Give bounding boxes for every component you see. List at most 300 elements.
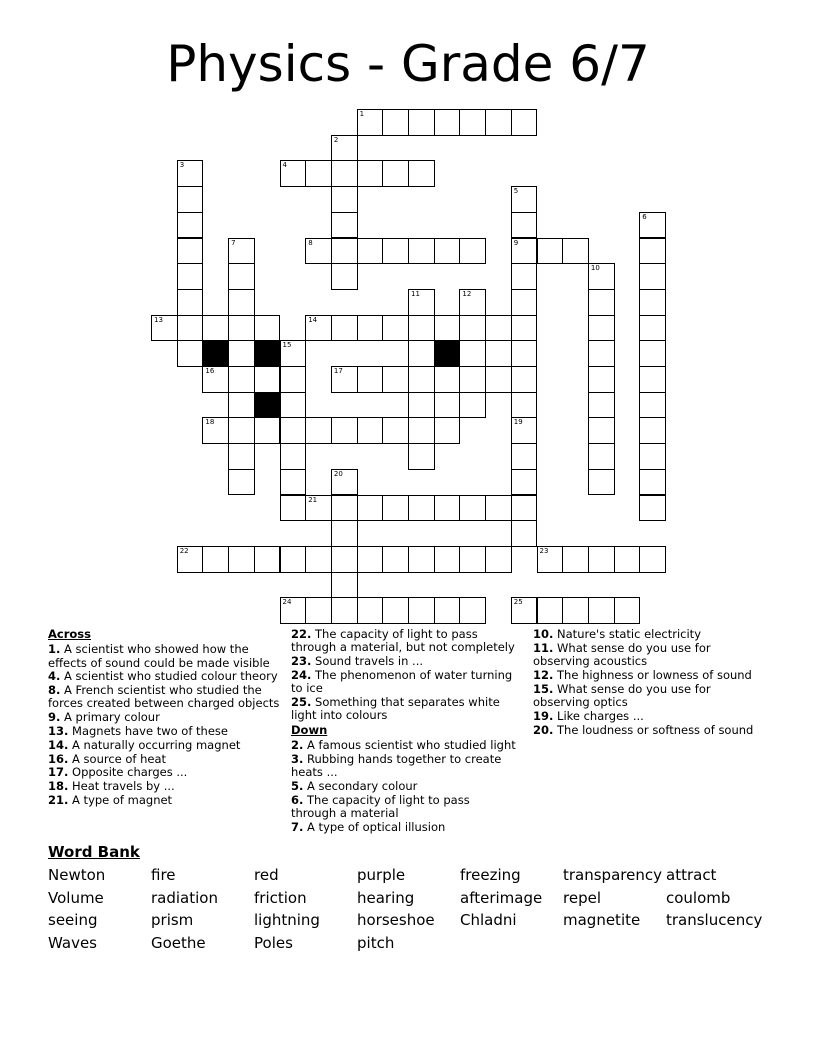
cell-number: 15 [282, 341, 292, 350]
clue-number: 1. [48, 642, 61, 657]
clue-number: 17. [48, 765, 69, 780]
cell-number: 7 [231, 238, 236, 247]
grid-cell[interactable] [228, 546, 255, 573]
clue-number: 9. [48, 710, 61, 725]
grid-cell[interactable] [511, 315, 538, 342]
grid-cell[interactable] [331, 469, 358, 496]
grid-cell[interactable] [177, 546, 204, 573]
clue-item [291, 821, 516, 834]
grid-cell[interactable] [408, 160, 435, 187]
cell-number: 8 [308, 238, 313, 247]
grid-cell[interactable] [254, 546, 281, 573]
cell-number: 13 [154, 315, 163, 324]
grid-cell[interactable] [459, 392, 486, 419]
clue-text: The capacity of light to pass through a material [291, 792, 470, 820]
grid-cell[interactable] [331, 597, 358, 624]
grid-cell[interactable] [280, 392, 307, 419]
grid-cell[interactable] [434, 597, 461, 624]
grid-cell[interactable] [228, 469, 255, 496]
grid-cell[interactable] [639, 263, 666, 290]
clue-text: What sense do you use for observing acoustics [533, 640, 711, 669]
clue-text: Something that separates white light into colours [291, 694, 500, 723]
clue-text: A famous scientist who studied light [307, 737, 516, 752]
grid-cell[interactable] [357, 238, 384, 265]
clue-number: 8. [48, 683, 61, 698]
grid-cell[interactable] [511, 366, 538, 393]
grid-cell[interactable] [228, 417, 255, 444]
grid-cell[interactable] [537, 597, 564, 624]
cell-number: 9 [513, 238, 519, 247]
grid-cell[interactable] [280, 597, 307, 624]
clue-number: 18. [48, 779, 69, 794]
grid-cell[interactable] [331, 417, 358, 444]
cell-number: 6 [642, 212, 647, 221]
grid-cell[interactable] [357, 160, 384, 187]
word-bank-item: Volume [48, 888, 104, 907]
word-bank-item: Poles [254, 934, 293, 953]
grid-cell[interactable] [202, 417, 229, 444]
cell-number: 4 [282, 161, 287, 170]
word-bank-item: friction [254, 888, 307, 907]
clue-item [48, 684, 282, 711]
grid-cell[interactable] [434, 546, 461, 573]
grid-cell[interactable] [434, 109, 461, 136]
clue-number: 5. [291, 778, 304, 793]
grid-cell[interactable] [382, 366, 409, 393]
clue-item [291, 696, 516, 723]
grid-cell[interactable] [408, 392, 435, 419]
word-bank-item: freezing [460, 866, 521, 884]
word-bank-item: lightning [254, 911, 320, 930]
down-heading: Down [291, 722, 328, 737]
clue-item [291, 739, 516, 752]
word-bank-title: Word Bank [48, 843, 140, 861]
grid-cell[interactable] [382, 495, 409, 522]
clue-text: A type of optical illusion [307, 819, 446, 834]
grid-cell[interactable] [408, 366, 435, 393]
down-clue-list [291, 739, 516, 834]
grid-cell[interactable] [511, 263, 538, 290]
clue-item [291, 655, 516, 668]
grid-cell[interactable] [331, 263, 358, 290]
grid-cell[interactable] [331, 186, 358, 213]
grid-cell[interactable] [485, 366, 512, 393]
grid-cell[interactable] [331, 366, 358, 393]
clue-number: 23. [291, 654, 312, 669]
grid-cell[interactable] [639, 417, 666, 444]
word-bank-item: Waves [48, 934, 97, 953]
page-title: Physics - Grade 6/7 [166, 35, 650, 93]
grid-cell[interactable] [459, 109, 486, 136]
grid-cell[interactable] [511, 109, 538, 136]
grid-cell[interactable] [357, 546, 384, 573]
grid-cell[interactable] [408, 443, 435, 470]
clue-text: A source of heat [72, 751, 167, 766]
across-clue-list-continued [291, 628, 516, 723]
clue-item [48, 766, 282, 779]
cell-number: 23 [539, 546, 549, 555]
grid-cell[interactable] [331, 135, 358, 162]
clue-text: A secondary colour [307, 778, 418, 793]
grid-cell[interactable] [511, 469, 538, 496]
grid-cell[interactable] [459, 340, 486, 367]
clue-number: 3. [291, 751, 304, 766]
grid-cell[interactable] [382, 597, 409, 624]
clue-item [533, 724, 761, 737]
word-bank-item: attract [666, 866, 717, 884]
grid-cell[interactable] [280, 340, 307, 367]
grid-cell[interactable] [511, 597, 538, 624]
grid-cell[interactable] [434, 366, 461, 393]
grid-cell[interactable] [459, 238, 486, 265]
grid-cell[interactable] [588, 289, 615, 316]
clue-text: The highness or lowness of sound [557, 667, 752, 682]
clue-number: 11. [533, 640, 554, 655]
clue-item [291, 669, 516, 696]
clue-item [291, 628, 516, 655]
word-bank-item: seeing [48, 911, 98, 930]
grid-cell[interactable] [511, 417, 538, 444]
grid-cell[interactable] [588, 546, 615, 573]
word-bank-item: Chladni [460, 911, 517, 930]
grid-cell[interactable] [408, 289, 435, 316]
clue-text: A type of magnet [72, 793, 173, 808]
grid-cell[interactable] [331, 495, 358, 522]
clue-text: Like charges ... [557, 708, 644, 723]
clue-item [48, 780, 282, 793]
clue-item [291, 780, 516, 793]
cell-number: 20 [333, 469, 343, 478]
grid-cell[interactable] [177, 238, 204, 265]
grid-cell[interactable] [228, 289, 255, 316]
cell-number: 5 [513, 187, 519, 196]
clue-number: 4. [48, 669, 61, 684]
grid-cell[interactable] [537, 238, 564, 265]
grid-cell[interactable] [459, 546, 486, 573]
grid-cell[interactable] [408, 546, 435, 573]
word-bank-item: prism [151, 911, 194, 930]
grid-cell[interactable] [177, 315, 204, 342]
clue-text: Opposite charges ... [72, 765, 188, 780]
grid-cell[interactable] [331, 160, 358, 187]
clue-text: The capacity of light to pass through a material, but not completely [291, 627, 515, 655]
word-bank-item: fire [151, 866, 176, 884]
grid-cell[interactable] [331, 315, 358, 342]
word-bank-item: red [254, 866, 279, 884]
grid-cell[interactable] [305, 495, 332, 522]
grid-cell[interactable] [280, 443, 307, 470]
clue-number: 20. [533, 722, 554, 737]
grid-cell[interactable] [408, 315, 435, 342]
grid-cell[interactable] [177, 186, 204, 213]
grid-cell[interactable] [357, 495, 384, 522]
clue-item [48, 643, 282, 670]
grid-cell[interactable] [280, 160, 307, 187]
grid-cell[interactable] [459, 289, 486, 316]
grid-cell[interactable] [280, 469, 307, 496]
grid-cell[interactable] [331, 212, 358, 239]
grid-cell[interactable] [228, 366, 255, 393]
grid-cell[interactable] [434, 238, 461, 265]
grid-cell[interactable] [331, 572, 358, 599]
word-bank-item: coulomb [666, 888, 731, 907]
grid-cell[interactable] [331, 520, 358, 547]
clue-text: What sense do you use for observing optics [533, 681, 711, 709]
clue-number: 6. [291, 792, 304, 807]
clue-text: A primary colour [64, 710, 160, 725]
grid-cell[interactable] [614, 546, 641, 573]
clue-text: Sound travels in ... [315, 654, 424, 669]
clue-number: 19. [533, 708, 554, 723]
grid-cell[interactable] [382, 109, 409, 136]
cell-number: 24 [282, 598, 292, 607]
grid-cell[interactable] [382, 238, 409, 265]
grid-cell[interactable] [459, 315, 486, 342]
grid-cell[interactable] [305, 160, 332, 187]
grid-cell[interactable] [357, 417, 384, 444]
grid-cell[interactable] [434, 417, 461, 444]
word-bank-item: transparency [563, 866, 662, 884]
grid-cell[interactable] [305, 315, 332, 342]
cell-number: 21 [308, 495, 318, 504]
grid-cell[interactable] [228, 263, 255, 290]
grid-cell[interactable] [511, 289, 538, 316]
clue-number: 16. [48, 751, 69, 766]
grid-cell[interactable] [511, 495, 538, 522]
grid-cell[interactable] [357, 109, 384, 136]
grid-cell[interactable] [382, 417, 409, 444]
grid-cell[interactable] [228, 340, 255, 367]
grid-cell[interactable] [202, 546, 229, 573]
down-clue-list-continued [533, 628, 761, 737]
grid-cell[interactable] [331, 238, 358, 265]
clue-number: 15. [533, 681, 554, 696]
grid-cell[interactable] [382, 546, 409, 573]
word-bank-item: Goethe [151, 934, 206, 953]
grid-block [254, 340, 281, 367]
clue-item [48, 739, 282, 752]
clue-number: 2. [291, 737, 304, 752]
grid-cell[interactable] [280, 495, 307, 522]
clue-number: 25. [291, 694, 312, 709]
cell-number: 2 [333, 135, 339, 144]
clue-text: A scientist who showed how the effects of sound could be made visible [48, 642, 270, 670]
grid-block [202, 340, 229, 367]
clues-column-3 [533, 628, 761, 737]
clue-text: Rubbing hands together to create heats ... [291, 751, 502, 779]
clue-number: 13. [48, 724, 69, 739]
grid-block [434, 340, 461, 367]
clues-column-1 [48, 628, 282, 808]
cell-number: 19 [513, 418, 523, 427]
word-bank-item: magnetite [563, 911, 641, 930]
grid-cell[interactable] [511, 212, 538, 239]
grid-cell[interactable] [202, 366, 229, 393]
cell-number: 18 [205, 418, 215, 427]
clue-text: The loudness or softness of sound [557, 722, 754, 737]
grid-cell[interactable] [331, 546, 358, 573]
grid-cell[interactable] [151, 315, 178, 342]
cell-number: 25 [513, 598, 523, 607]
clue-item [533, 683, 761, 710]
clue-number: 14. [48, 737, 69, 752]
grid-cell[interactable] [357, 597, 384, 624]
grid-cell[interactable] [177, 340, 204, 367]
clue-number: 24. [291, 667, 312, 682]
clue-item [48, 725, 282, 738]
grid-cell[interactable] [408, 340, 435, 367]
grid-cell[interactable] [408, 109, 435, 136]
grid-cell[interactable] [177, 160, 204, 187]
grid-cell[interactable] [614, 597, 641, 624]
word-bank-item: repel [563, 888, 601, 907]
grid-cell[interactable] [459, 366, 486, 393]
clue-number: 10. [533, 627, 554, 641]
grid-cell[interactable] [357, 315, 384, 342]
grid-cell[interactable] [357, 366, 384, 393]
cell-number: 14 [308, 315, 318, 324]
cell-number: 3 [179, 161, 185, 170]
clue-item [533, 710, 761, 723]
grid-cell[interactable] [511, 340, 538, 367]
grid-cell[interactable] [459, 597, 486, 624]
clue-text: A French scientist who studied the forces created between charged objects [48, 683, 280, 711]
clue-text: Magnets have two of these [72, 724, 228, 739]
clue-number: 22. [291, 627, 312, 641]
grid-cell[interactable] [639, 469, 666, 496]
word-bank-item: Newton [48, 866, 106, 884]
cell-number: 22 [179, 546, 189, 555]
grid-cell[interactable] [639, 289, 666, 316]
word-bank-item: hearing [357, 888, 415, 907]
grid-cell[interactable] [177, 289, 204, 316]
grid-cell[interactable] [305, 546, 332, 573]
grid-cell[interactable] [305, 238, 332, 265]
grid-cell[interactable] [588, 417, 615, 444]
grid-cell[interactable] [639, 546, 666, 573]
grid-cell[interactable] [485, 546, 512, 573]
clue-item [48, 794, 282, 807]
grid-cell[interactable] [511, 392, 538, 419]
grid-cell[interactable] [588, 315, 615, 342]
grid-cell[interactable] [588, 263, 615, 290]
grid-cell[interactable] [177, 212, 204, 239]
clue-text: A scientist who studied colour theory [64, 669, 278, 684]
grid-cell[interactable] [305, 417, 332, 444]
grid-cell[interactable] [639, 366, 666, 393]
grid-cell[interactable] [639, 443, 666, 470]
clue-text: The phenomenon of water turning to ice [291, 667, 513, 696]
grid-cell[interactable] [639, 212, 666, 239]
grid-cell[interactable] [408, 597, 435, 624]
cell-number: 16 [205, 367, 215, 375]
grid-cell[interactable] [459, 495, 486, 522]
grid-cell[interactable] [537, 546, 564, 573]
grid-cell[interactable] [434, 315, 461, 342]
cell-number: 17 [333, 367, 343, 375]
grid-cell[interactable] [485, 495, 512, 522]
clue-item [48, 711, 282, 724]
clue-item [48, 753, 282, 766]
grid-cell[interactable] [588, 340, 615, 367]
clue-item [48, 670, 282, 683]
word-bank-item: horseshoe [357, 911, 435, 930]
clue-item [533, 669, 761, 682]
grid-cell[interactable] [254, 366, 281, 393]
grid-cell[interactable] [408, 238, 435, 265]
grid-cell[interactable] [485, 109, 512, 136]
grid-cell[interactable] [382, 160, 409, 187]
word-bank [48, 866, 768, 957]
grid-cell[interactable] [280, 417, 307, 444]
grid-cell[interactable] [511, 186, 538, 213]
grid-cell[interactable] [382, 315, 409, 342]
clue-number: 7. [291, 819, 304, 834]
cell-number: 1 [359, 110, 365, 118]
cell-number: 10 [590, 264, 600, 273]
grid-cell[interactable] [280, 366, 307, 393]
grid-cell[interactable] [228, 238, 255, 265]
clue-number: 12. [533, 667, 554, 682]
word-bank-item: translucency [666, 911, 763, 930]
grid-cell[interactable] [588, 469, 615, 496]
grid-cell[interactable] [639, 340, 666, 367]
grid-cell[interactable] [588, 366, 615, 393]
grid-cell[interactable] [177, 263, 204, 290]
grid-cell[interactable] [511, 443, 538, 470]
grid-cell[interactable] [588, 392, 615, 419]
grid-cell[interactable] [562, 597, 589, 624]
grid-cell[interactable] [434, 495, 461, 522]
grid-cell[interactable] [485, 315, 512, 342]
grid-cell[interactable] [639, 495, 666, 522]
cell-number: 12 [462, 289, 472, 298]
grid-cell[interactable] [639, 315, 666, 342]
word-bank-item: pitch [357, 934, 395, 953]
grid-cell[interactable] [254, 417, 281, 444]
clue-text: A naturally occurring magnet [72, 737, 241, 752]
grid-cell[interactable] [588, 443, 615, 470]
grid-cell[interactable] [639, 392, 666, 419]
grid-cell[interactable] [305, 597, 332, 624]
grid-cell[interactable] [588, 597, 615, 624]
grid-cell[interactable] [511, 520, 538, 547]
grid-cell[interactable] [228, 315, 255, 342]
clue-item [533, 642, 761, 669]
grid-cell[interactable] [562, 238, 589, 265]
grid-cell[interactable] [562, 546, 589, 573]
grid-cell[interactable] [408, 495, 435, 522]
grid-cell[interactable] [254, 315, 281, 342]
grid-cell[interactable] [408, 417, 435, 444]
across-heading: Across [48, 627, 91, 641]
clue-text: Nature's static electricity [557, 627, 702, 641]
grid-block [254, 392, 281, 419]
grid-cell[interactable] [228, 392, 255, 419]
grid-cell[interactable] [511, 238, 538, 265]
grid-cell[interactable] [202, 315, 229, 342]
word-bank-item: afterimage [460, 888, 543, 907]
word-bank-item: radiation [151, 888, 218, 907]
grid-cell[interactable] [280, 546, 307, 573]
cell-number: 11 [411, 289, 420, 298]
clue-number: 21. [48, 793, 69, 808]
across-clue-list [48, 643, 282, 807]
grid-cell[interactable] [228, 443, 255, 470]
clue-text: Heat travels by ... [72, 779, 175, 794]
clue-item [533, 628, 761, 641]
grid-cell[interactable] [639, 238, 666, 265]
